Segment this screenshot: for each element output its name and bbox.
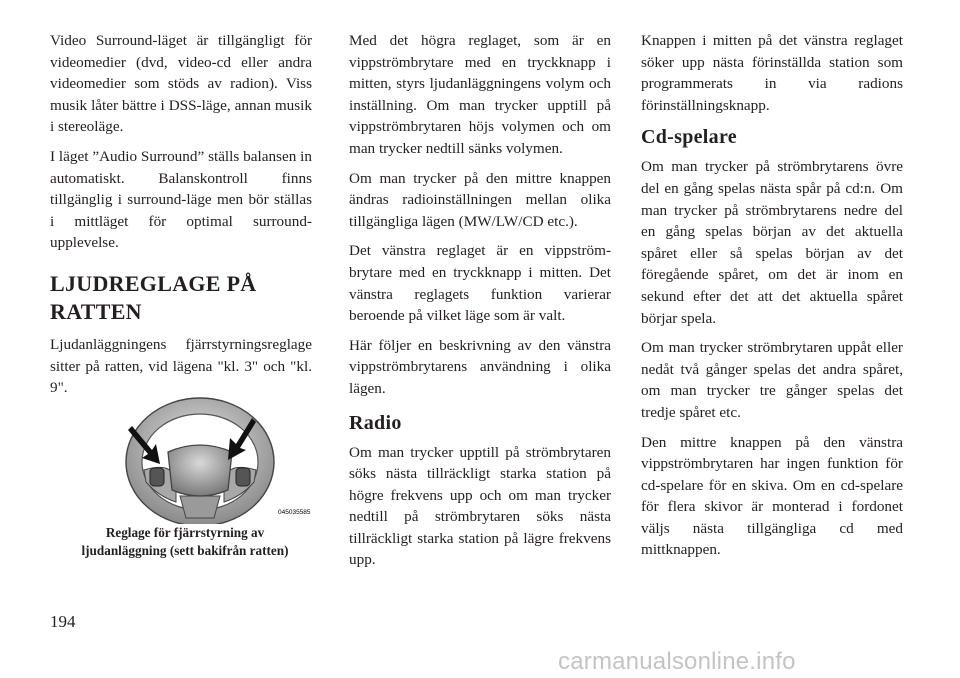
figure-caption xyxy=(50,524,320,560)
paragraph: Om man trycker upptill på strömbrytaren söks nästa tillräckligt starka station på högre frekvens upp och om man trycker nedtill på strömbrytaren söks nästa tillräckligt starka station på lägre frekvens upp. xyxy=(349,443,611,569)
paragraph: Ljudanläggningens fjärrstyrningsreglage sitter på ratten, vid lägena "kl. 3" och "kl. 9". xyxy=(50,335,312,397)
caption-line: Reglage för fjärrstyrning av xyxy=(105,525,265,540)
subsection-heading: Cd-spelare xyxy=(641,126,737,149)
paragraph: Det vänstra reglaget är en vippströmbrytare med en tryckknapp i mitten. Det vänstra reglagets funktion varierar beroende på vilket läge som är valt. xyxy=(349,242,611,325)
paragraph: Om man trycker på strömbrytarens övre del en gång spelas nästa spår på cd:n. Om man trycker på strömbrytarens nedre del en gång spelas början av det aktuella spåret eller så spelas början av det föregående spåret, om det är inom en sekund efter det att det aktuella spåret börjar spela. xyxy=(641,158,903,327)
paragraph: Den mittre knappen på den vänstra vippströmbrytaren har ingen funktion för cd-spelare för en skiva. Om en cd-spelare för flera skivor är monterad i fordonet väljs nästa tillgängliga cd med mittknappen. xyxy=(641,433,903,559)
figure-code: 045035585 xyxy=(278,509,311,516)
paragraph: Med det högra reglaget, som är en vippströmbrytare med en tryckknapp i mitten, styrs ljudanläggningens volym och inställning. Om man trycker upptill på vippströmbrytaren höjs volymen och om man trycker nedtill sänks volymen. xyxy=(349,32,611,157)
page-number: 194 xyxy=(50,612,76,631)
paragraph: Video Surround-läget är tillgängligt för videomedier (dvd, video-cd eller andra videomedier som stöds av radion). Viss musik låter bättre i DSS-läge, annan musik i stereoläge. xyxy=(50,32,312,136)
heading-line: LJUDREGLAGE PÅ xyxy=(50,270,257,296)
heading-line: RATTEN xyxy=(50,298,142,324)
paragraph: Om man trycker strömbrytaren uppåt eller nedåt två gånger spelas det andra spåret, om man trycker tre gånger spelas det tredje spåret etc. xyxy=(641,339,903,421)
watermark: carmanualsonline.info xyxy=(558,648,796,675)
column-right xyxy=(641,30,903,569)
column-left xyxy=(50,30,312,407)
paragraph: Knappen i mitten på det vänstra reglaget söker upp nästa förinställda station som programmerats in via radions förinställningsknapp. xyxy=(641,32,903,114)
paragraph: Här följer en beskrivning av den vänstra vippströmbrytarens användning i olika lägen. xyxy=(349,336,611,397)
column-middle xyxy=(349,30,611,579)
steering-wheel-illustration xyxy=(110,378,318,524)
paragraph: I läget ”Audio Surround” ställs balansen in automatiskt. Balanskontroll finns tillgänglig i surround-läge men bör ställas i mittläget för optimal surround-upplevelse. xyxy=(50,147,312,252)
paragraph: Om man trycker på den mittre knappen ändras radioinställningen mellan olika tillgängliga lägen (MW/LW/CD etc.). xyxy=(349,169,611,230)
subsection-heading: Radio xyxy=(349,411,402,434)
caption-line: ljudanläggning (sett bakifrån ratten) xyxy=(81,543,289,558)
steering-wheel-figure xyxy=(110,378,318,524)
section-heading xyxy=(50,270,312,326)
